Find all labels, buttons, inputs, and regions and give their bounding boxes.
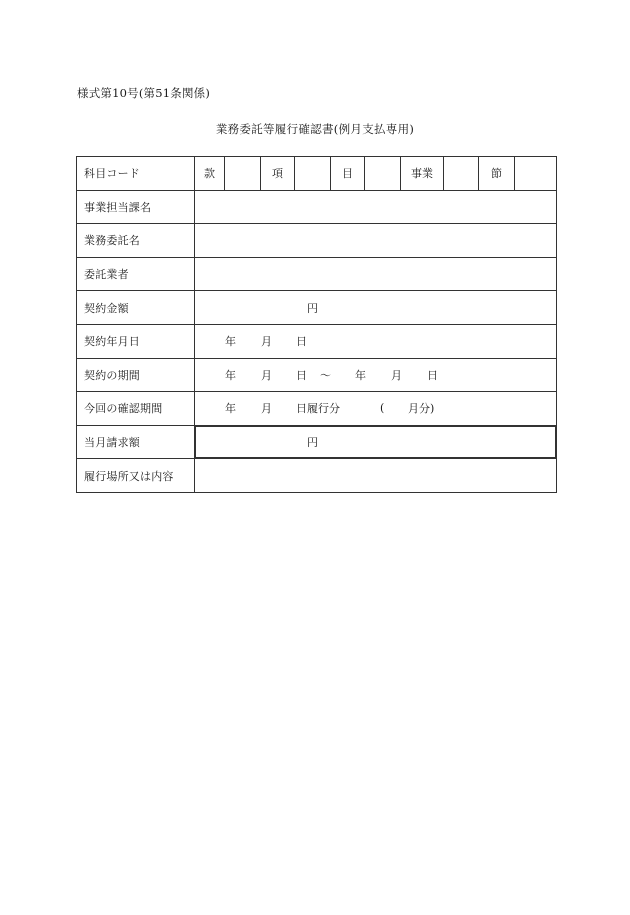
start-day-unit: 日 <box>296 368 307 382</box>
contractor-label: 委託業者 <box>77 257 195 291</box>
form-number: 様式第10号(第51条関係) <box>77 86 211 100</box>
start-month-unit: 月 <box>261 368 272 382</box>
confirm-month-unit: 月 <box>261 402 272 416</box>
start-year-unit: 年 <box>225 368 236 382</box>
contract-name-value[interactable] <box>195 224 557 258</box>
jigyou-label: 事業 <box>401 157 444 191</box>
place-label: 履行場所又は内容 <box>77 459 195 493</box>
kan-value[interactable] <box>225 157 261 191</box>
day-unit: 日 <box>296 335 307 349</box>
month-portion-unit: 月分) <box>408 402 435 416</box>
moku-value[interactable] <box>365 157 401 191</box>
moku-label: 目 <box>331 157 365 191</box>
confirm-period-row <box>77 392 557 426</box>
code-label: 科目コード <box>77 157 195 191</box>
department-row <box>77 190 557 224</box>
document-title: 業務委託等履行確認書(例月支払専用) <box>215 122 415 136</box>
contract-name-label: 業務委託名 <box>77 224 195 258</box>
amount-row <box>77 291 557 325</box>
contract-date-label: 契約年月日 <box>77 324 195 358</box>
confirm-year-unit: 年 <box>225 402 236 416</box>
year-unit: 年 <box>225 335 236 349</box>
end-year-unit: 年 <box>355 368 366 382</box>
period-value[interactable] <box>195 358 557 392</box>
code-row <box>77 157 557 191</box>
period-label: 契約の期間 <box>77 358 195 392</box>
contractor-value[interactable] <box>195 257 557 291</box>
confirm-period-value[interactable] <box>195 392 557 426</box>
end-month-unit: 月 <box>391 368 402 382</box>
contract-name-row <box>77 224 557 258</box>
month-unit: 月 <box>261 335 272 349</box>
monthly-claim-label: 当月請求額 <box>77 425 195 459</box>
monthly-claim-value[interactable] <box>195 425 557 459</box>
contract-date-row <box>77 324 557 358</box>
setsu-label: 節 <box>479 157 515 191</box>
contractor-row <box>77 257 557 291</box>
place-value[interactable] <box>195 459 557 493</box>
place-row <box>77 459 557 493</box>
confirmation-form-table <box>76 156 557 493</box>
setsu-value[interactable] <box>515 157 557 191</box>
department-value[interactable] <box>195 190 557 224</box>
yen-unit: 円 <box>307 301 318 315</box>
end-day-unit: 日 <box>427 368 438 382</box>
paren-open: ( <box>380 401 385 415</box>
amount-value[interactable] <box>195 291 557 325</box>
period-row <box>77 358 557 392</box>
amount-label: 契約金額 <box>77 291 195 325</box>
day-performed-unit: 日履行分 <box>296 402 340 416</box>
jigyou-value[interactable] <box>444 157 479 191</box>
claim-yen-unit: 円 <box>307 436 318 450</box>
kou-value[interactable] <box>295 157 331 191</box>
confirm-period-label: 今回の確認期間 <box>77 392 195 426</box>
contract-date-value[interactable] <box>195 324 557 358</box>
department-label: 事業担当課名 <box>77 190 195 224</box>
kan-label: 款 <box>195 157 225 191</box>
monthly-claim-row <box>77 425 557 459</box>
tilde-separator: 〜 <box>320 368 331 382</box>
kou-label: 項 <box>261 157 295 191</box>
